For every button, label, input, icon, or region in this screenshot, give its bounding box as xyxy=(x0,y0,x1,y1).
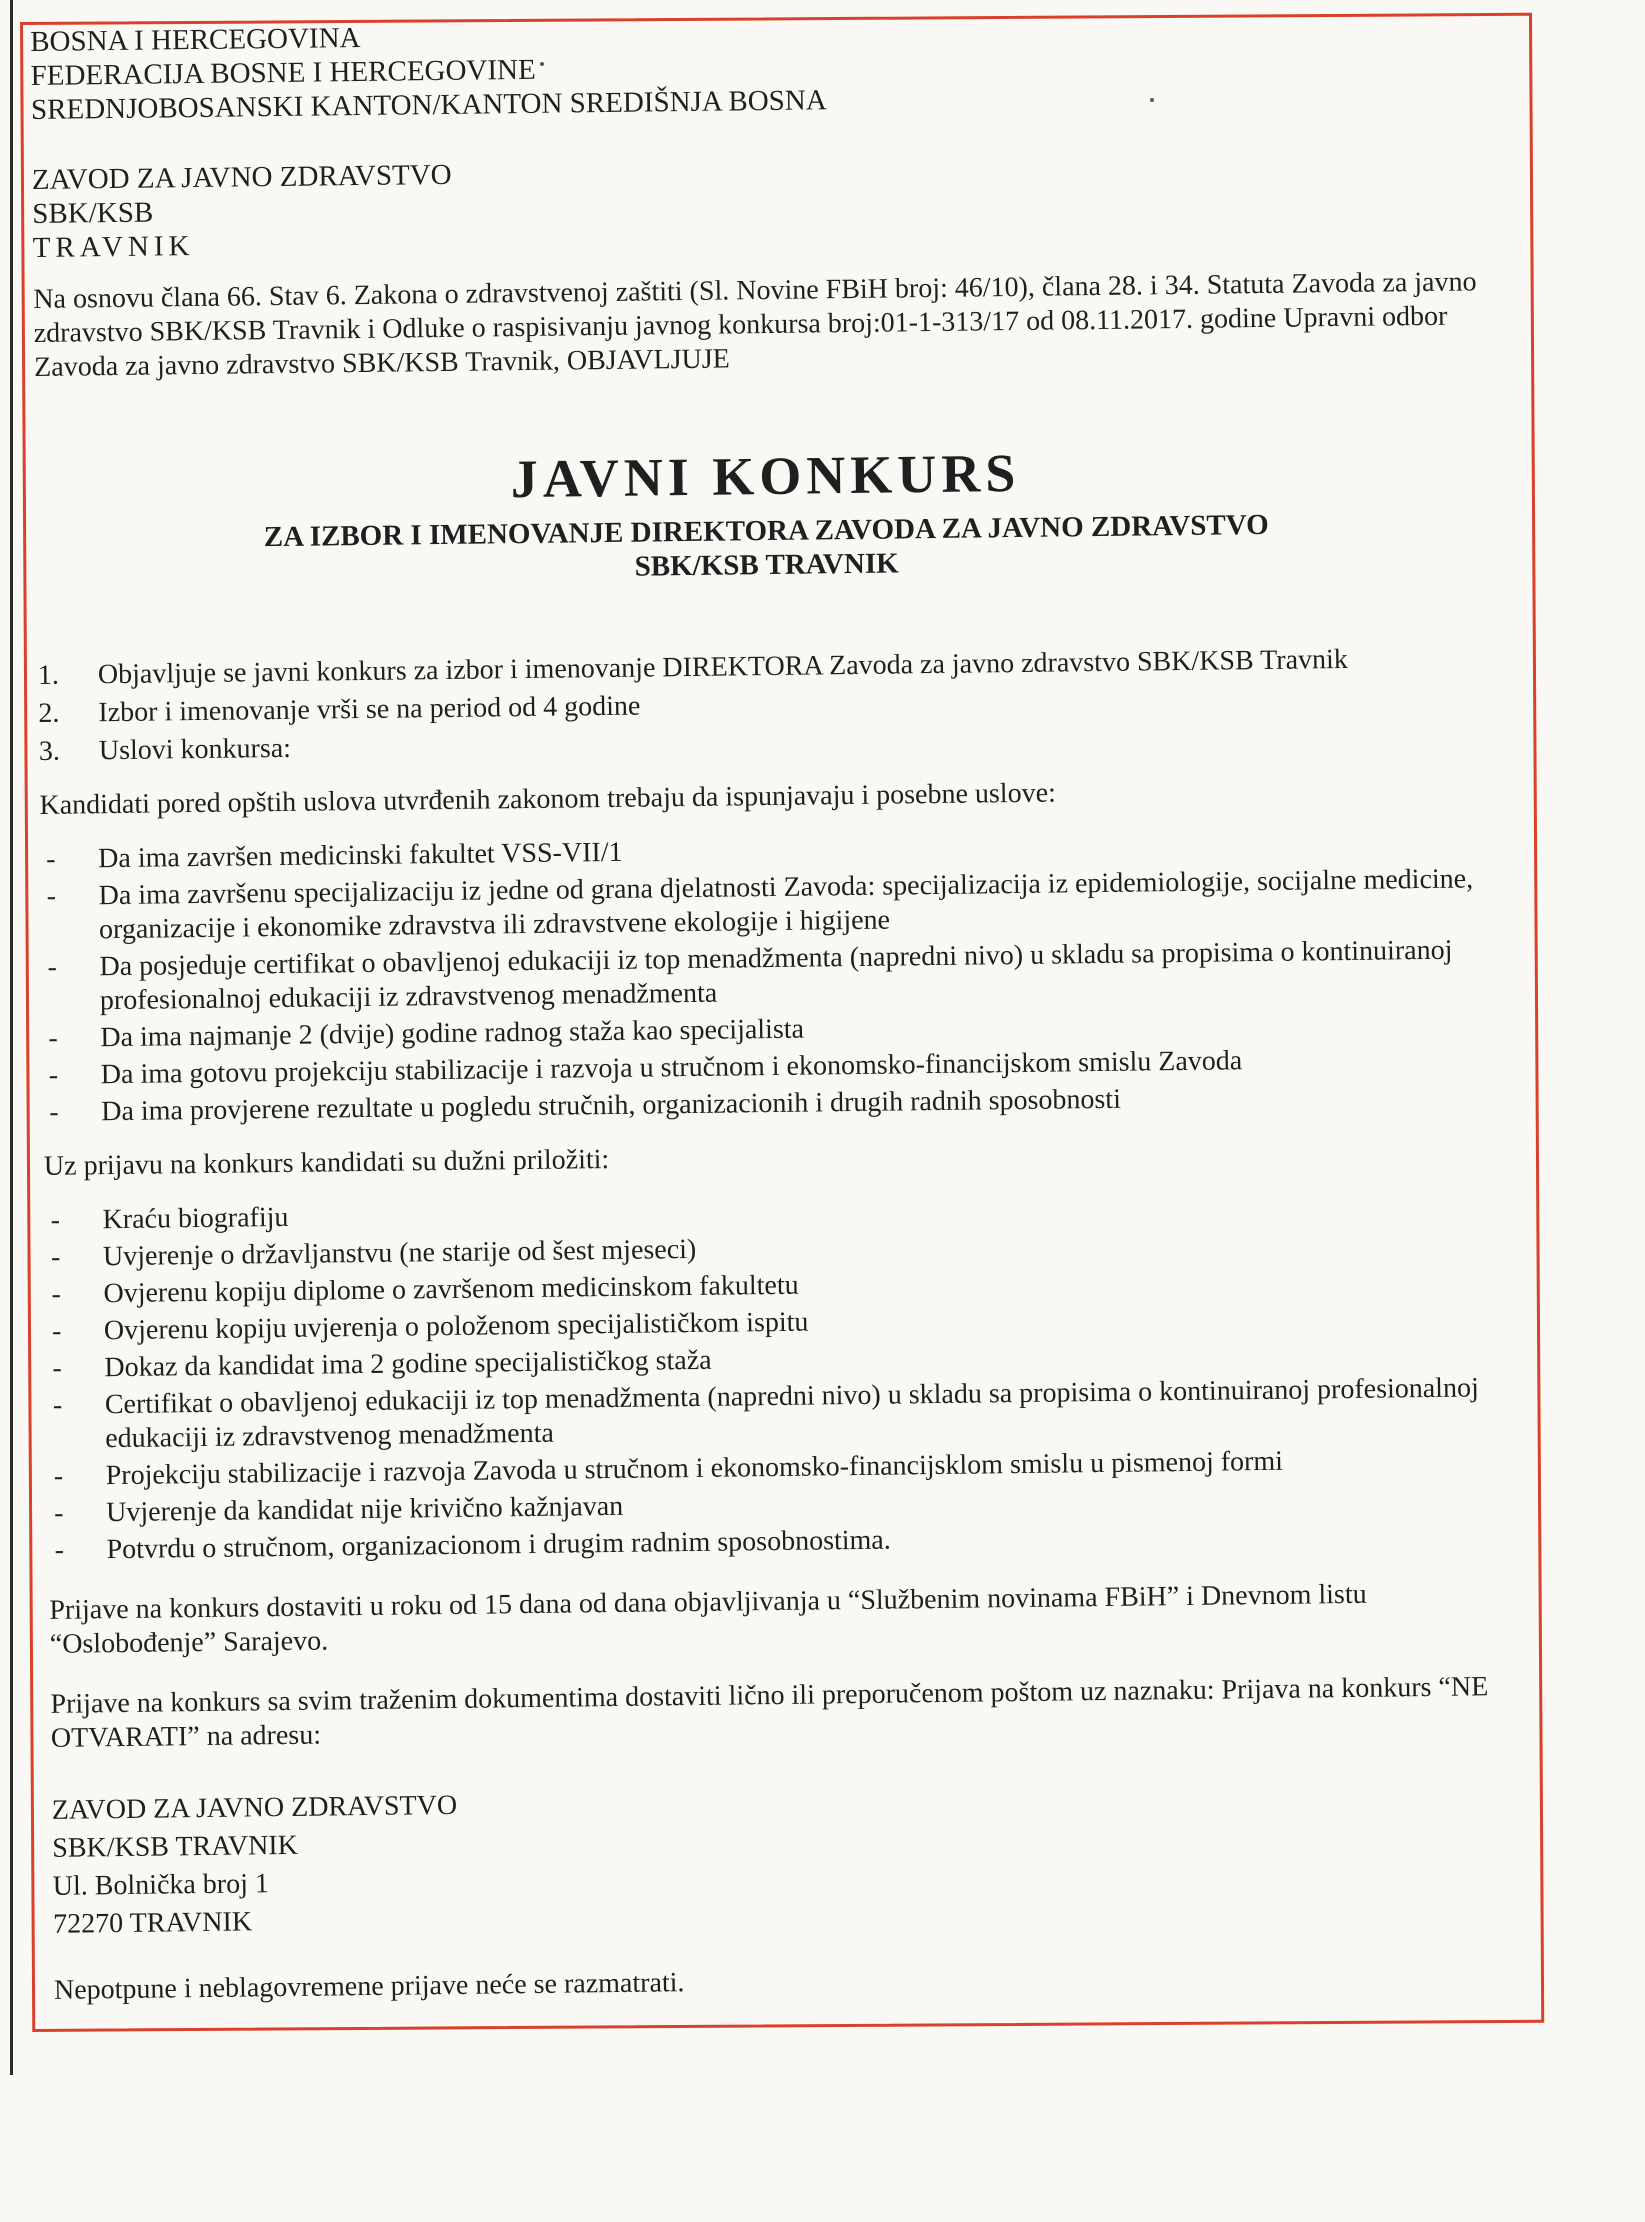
document-item: - Certifikat o obavljenoj edukaciji iz top menadžmenta (napredni nivo) u skladu sa propisima o kontinuiranoj profesionalnoj edukaciji iz zdravstvenog menadžmenta xyxy=(52,1372,1479,1455)
condition-item: - Da ima najmanje 2 (dvije) godine radnog staža kao specijalista xyxy=(48,1013,805,1054)
document-item: - Kraću biografiju xyxy=(50,1201,289,1236)
item-number: 1. xyxy=(37,659,60,691)
mailing-address xyxy=(52,1774,1514,1944)
address-institution: ZAVOD ZA JAVNO ZDRAVSTVO xyxy=(51,1789,458,1826)
condition-item: - Da posjeduje certifikat o obavljenoj edukaciji iz top menadžmenta (napredni nivo) u skladu sa propisima o kontinuiranoj profesionalnoj edukaciji iz zdravstvenog menadžmenta xyxy=(47,934,1453,1017)
conditions-intro: Kandidati pored opštih uslova utvrđenih zakonom trebaju da ispunjavaju i posebne uslove: xyxy=(39,777,1056,821)
header-city: TRAVNIK xyxy=(32,230,195,264)
document-item: - Uvjerenje da kandidat nije krivično kažnjavan xyxy=(53,1490,624,1529)
documents-intro: Uz prijavu na konkurs kandidati su dužni priložiti: xyxy=(43,1144,610,1182)
address-city: 72270 TRAVNIK xyxy=(53,1906,253,1940)
item-text: Izbor i imenovanje vrši se na period od 4 godine xyxy=(98,690,641,729)
address-unit: SBK/KSB TRAVNIK xyxy=(52,1829,299,1864)
document-item: - Potvrdu o stručnom, organizacionom i drugim radnim sposobnostima. xyxy=(54,1524,891,1566)
numbered-points xyxy=(38,641,1499,769)
document-item: - Ovjerenu kopiju uvjerenja o položenom specijalističkom ispitu xyxy=(51,1306,809,1347)
documents-list xyxy=(44,1186,1508,1568)
header-country: BOSNA I HERCEGOVINA xyxy=(30,21,361,58)
document-item: - Projekciju stabilizacije i razvoja Zavoda u stručnom i ekonomsko-financijsklom smislu u pismenoj formi xyxy=(53,1445,1284,1492)
item-number: 3. xyxy=(38,735,61,767)
left-column-rule xyxy=(10,0,13,2075)
condition-item: - Da ima završen medicinski fakultet VSS-VII/1 xyxy=(46,836,623,875)
delivery-paragraph: Prijave na konkurs sa svim traženim dokumentima dostaviti lično ili preporučenom poštom uz naznaku: Prijava na konkurs “NE OTVARATI” na adresu: xyxy=(50,1671,1489,1754)
item-text: Uslovi konkursa: xyxy=(98,732,292,767)
notice-title: JAVNI KONKURS xyxy=(510,442,1021,510)
item-number: 2. xyxy=(38,697,60,729)
closing-note: Nepotpune i neblagovremene prijave neće se razmatrati. xyxy=(53,1967,685,2006)
header-canton: SREDNJOBOSANSKI KANTON/KANTON SREDIŠNJA BOSNA xyxy=(30,84,827,126)
header-federation: FEDERACIJA BOSNE I HERCEGOVINE xyxy=(30,53,536,92)
document-item: - Ovjerenu kopiju diplome o završenom medicinskom fakultetu xyxy=(51,1269,799,1310)
issuer-header xyxy=(30,7,1493,265)
condition-item: - Da ima provjerene rezultate u pogledu stručnih, organizacionih i drugih radnih sposobnosti xyxy=(49,1083,1122,1128)
header-abbrev: SBK/KSB xyxy=(32,196,154,230)
item-text: Objavljuje se javni konkurs za izbor i imenovanje DIREKTORA Zavoda za javno zdravstvo SBK/KSB Travnik xyxy=(97,643,1349,691)
conditions-list xyxy=(40,825,1503,1130)
deadline-paragraph: Prijave na konkurs dostaviti u roku od 15 dana od dana objavljivanja u “Službenim novinama FBiH” i Dnevnom listu “Oslobođenje” Sarajevo. xyxy=(49,1578,1367,1660)
document-item: - Uvjerenje o državljanstvu (ne starije od šest mjeseci) xyxy=(50,1233,697,1273)
document-item: - Dokaz da kandidat ima 2 godine specijalističkog staža xyxy=(52,1344,712,1384)
address-street: Ul. Bolnička broj 1 xyxy=(52,1868,270,1902)
notice-subtitle: ZA IZBOR I IMENOVANJE DIREKTORA ZAVODA ZA JAVNO ZDRAVSTVO xyxy=(263,508,1269,554)
legal-preamble: Na osnovu člana 66. Stav 6. Zakona o zdravstvenoj zaštiti (Sl. Novine FBiH broj: 46/10), člana 28. i 34. Statuta Zavoda za javno zdravstvo SBK/KSB Travnik i Odluke o raspisivanju javnog konkursa broj:01-1-313/17 od 08.11.2017. godine Upravni odbor Zavoda za javno zdravstvo SBK/KSB Travnik, OBJAVLJUJE xyxy=(33,266,1477,383)
condition-item: - Da ima završenu specijalizaciju iz jedne od grana djelatnosti Zavoda: specijalizacija iz epidemiologije, socijalne medicine, organizacije i ekonomike zdravstva ili zdravstvene ekologije i higijene xyxy=(46,863,1474,946)
notice-content xyxy=(30,7,1514,2008)
header-institution: ZAVOD ZA JAVNO ZDRAVSTVO xyxy=(31,158,452,196)
notice-subtitle-institution: SBK/KSB TRAVNIK xyxy=(634,547,899,583)
condition-item: - Da ima gotovu projekciju stabilizacije i razvoja u stručnom i ekonomsko-financijskom smislu Zavoda xyxy=(48,1045,1243,1091)
